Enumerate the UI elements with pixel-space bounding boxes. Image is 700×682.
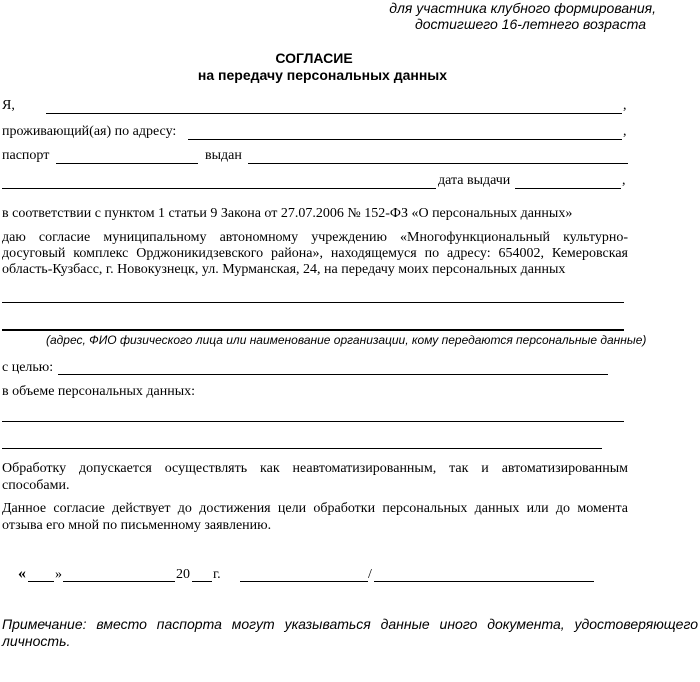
- passport-number-line[interactable]: [56, 163, 198, 164]
- date-close-quote: »: [55, 567, 62, 582]
- recipient-line-1[interactable]: [2, 302, 624, 303]
- label-scope: в объеме персональных данных:: [2, 384, 196, 399]
- header-line-1: для участника клубного формирования,: [389, 0, 656, 16]
- consent-line-3: область-Кузбасс, г. Новокузнецк, ул. Мурманская, 24, на передачу моих персональных данных: [2, 262, 566, 277]
- processing-line-1: Обработку допускается осуществлять как неавтоматизированным, так и автоматизированным: [2, 461, 628, 476]
- issued-by-line[interactable]: [248, 163, 628, 164]
- header-line-2: достигшего 16-летнего возраста: [414, 16, 646, 32]
- label-ya: Я,: [2, 98, 15, 113]
- document-subtitle: на передачу персональных данных: [197, 67, 448, 83]
- comma-3: ,: [622, 173, 626, 188]
- full-name-line[interactable]: [46, 113, 622, 114]
- note-line-2: личность.: [2, 633, 71, 649]
- scope-line-1[interactable]: [2, 421, 624, 422]
- recipient-caption: (адрес, ФИО физического лица или наименование организации, кому передаются персональные данные): [46, 333, 647, 347]
- validity-line-2: отзыва его мной по письменному заявлению.: [2, 518, 272, 533]
- document-title: СОГЛАСИЕ: [275, 50, 353, 66]
- label-issue-date: дата выдачи: [438, 173, 511, 188]
- issue-date-line[interactable]: [515, 188, 621, 189]
- label-address: проживающий(ая) по адресу:: [2, 124, 177, 139]
- address-line[interactable]: [188, 139, 622, 140]
- issued-by-line-2[interactable]: [2, 188, 436, 189]
- date-open-quote: «: [18, 565, 26, 582]
- month-line[interactable]: [63, 581, 175, 582]
- year-line[interactable]: [192, 581, 212, 582]
- law-reference: в соответствии с пунктом 1 статьи 9 Закона от 27.07.2006 № 152-ФЗ «О персональных данных»: [2, 206, 573, 221]
- comma-2: ,: [623, 124, 627, 139]
- year-suffix: г.: [213, 567, 221, 582]
- comma-1: ,: [623, 98, 627, 113]
- day-line[interactable]: [28, 581, 54, 582]
- purpose-line[interactable]: [58, 374, 608, 375]
- label-purpose: с целью:: [2, 360, 54, 375]
- processing-line-2: способами.: [2, 478, 70, 493]
- consent-line-2: досуговый комплекс Орджоникидзевского района», находящемуся по адресу: 654002, Кемеровская: [2, 246, 628, 261]
- scope-line-2[interactable]: [2, 448, 602, 449]
- consent-line-1: даю согласие муниципальному автономному учреждению «Многофункциональный культурно-: [2, 230, 628, 245]
- validity-line-1: Данное согласие действует до достижения цели обработки персональных данных или до момента: [2, 501, 628, 516]
- label-issued: выдан: [205, 148, 242, 163]
- signature-name-line[interactable]: [374, 581, 594, 582]
- signature-line[interactable]: [240, 581, 368, 582]
- label-passport: паспорт: [2, 148, 50, 163]
- note-line-1: Примечание: вместо паспорта могут указываться данные иного документа, удостоверяющего: [2, 616, 698, 632]
- signature-slash: /: [368, 567, 372, 582]
- recipient-line-2[interactable]: [2, 329, 624, 331]
- year-prefix: 20: [176, 567, 190, 582]
